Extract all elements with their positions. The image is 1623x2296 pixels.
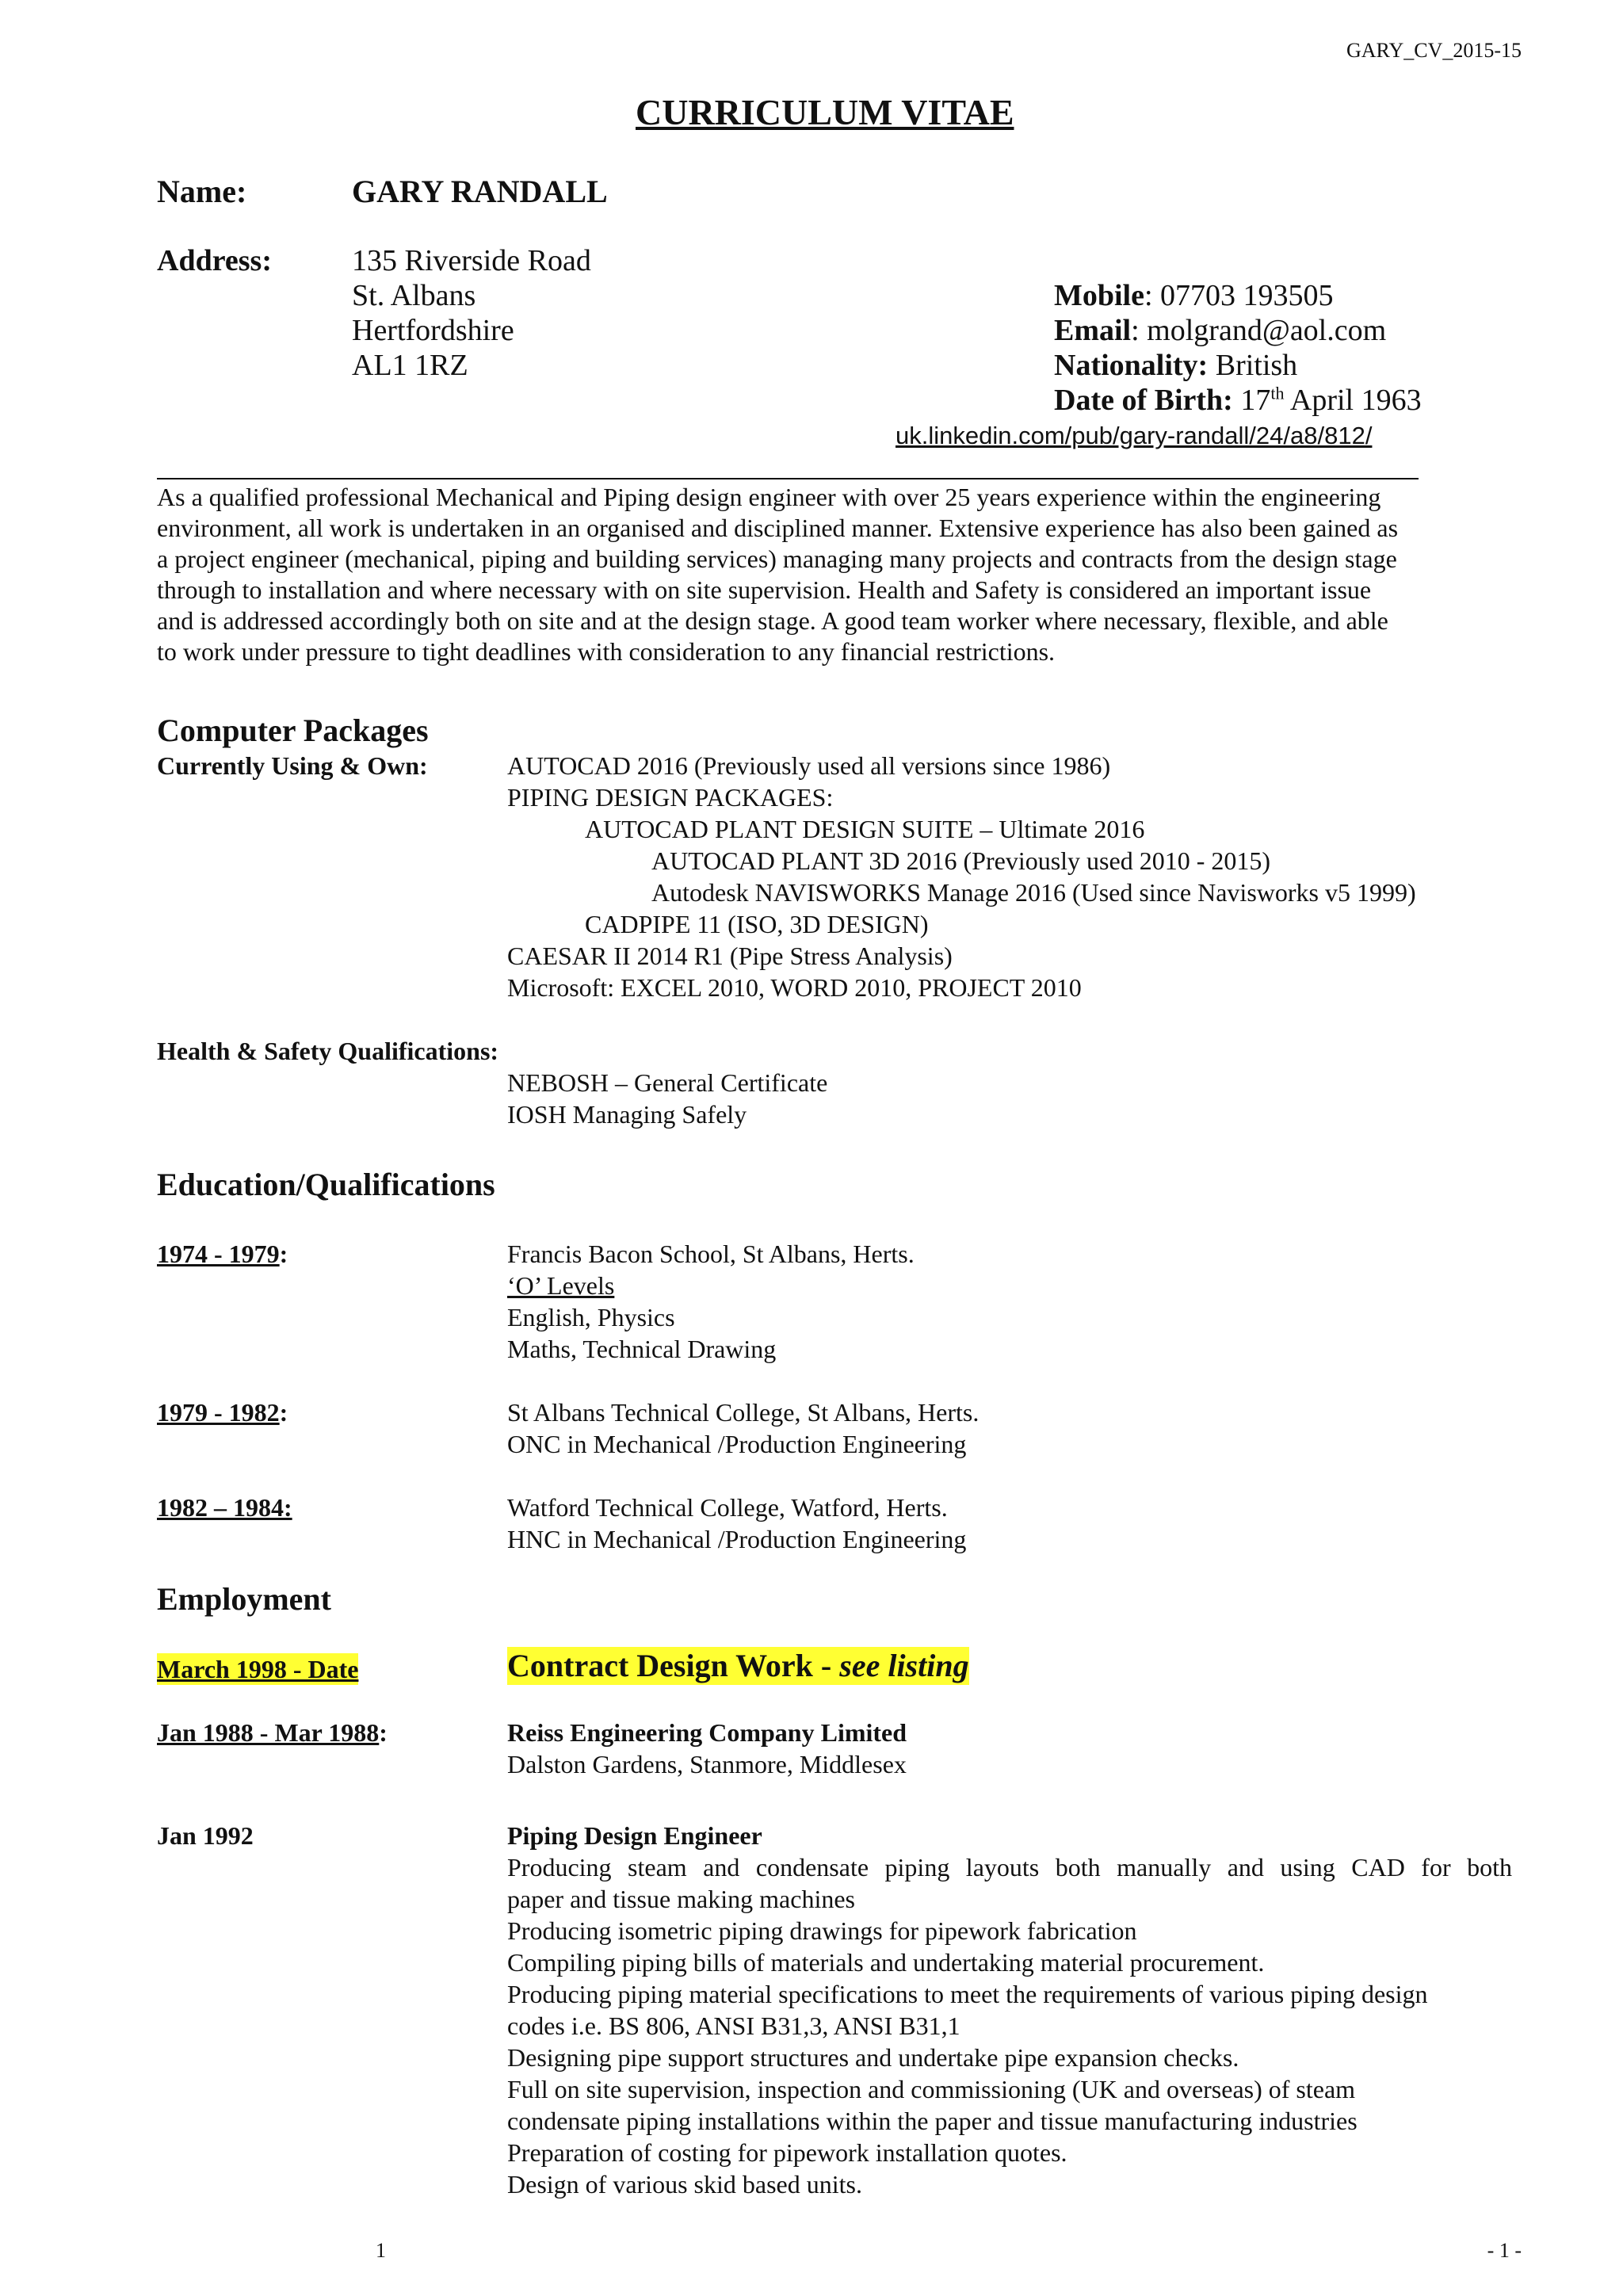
education-line: Francis Bacon School, St Albans, Herts. (507, 1240, 915, 1268)
footer-page-number-right: - 1 - (1487, 2239, 1522, 2262)
years-colon: : (279, 1398, 288, 1427)
package-item: AUTOCAD PLANT 3D 2016 (Previously used 2010 - 2015) (651, 846, 1271, 875)
role-title: Piping Design Engineer (507, 1821, 762, 1850)
role-duties (507, 1851, 1512, 2200)
dob-day: 17 (1232, 384, 1271, 417)
summary-line: As a qualified professional Mechanical and Piping design engineer with over 25 years experience within the engineering (157, 483, 1381, 511)
email-value[interactable]: : molgrand@aol.com (1131, 314, 1387, 347)
duty-line: Producing isometric piping drawings for pipework fabrication (507, 1916, 1137, 1945)
education-years (157, 1396, 288, 1428)
dob-line (1054, 383, 1422, 418)
reiss-dates-colon: : (379, 1718, 388, 1747)
address-block (352, 243, 591, 383)
package-item: AUTOCAD 2016 (Previously used all versions since 1986) (507, 751, 1111, 780)
email-label: Email (1054, 314, 1132, 347)
duty-line: codes i.e. BS 806, ANSI B31,3, ANSI B31,1 (507, 2011, 960, 2040)
duty-line: Producing piping material specifications to meet the requirements of various piping design (507, 1980, 1428, 2008)
summary-line: through to installation and where necessary with on site supervision. Health and Safety is considered an important issue (157, 575, 1372, 604)
company-name: Reiss Engineering Company Limited (507, 1718, 907, 1747)
summary-line: and is addressed accordingly both on site and at the design stage. A good team worker where necessary, flexible, and able (157, 606, 1388, 635)
name-label: Name: (157, 174, 247, 209)
hs-item: IOSH Managing Safely (507, 1100, 747, 1129)
document-reference: GARY_CV_2015-15 (1346, 39, 1522, 62)
duty-line: condensate piping installations within the paper and tissue manufacturing industries (507, 2107, 1358, 2135)
education-years (157, 1492, 292, 1523)
address-line: AL1 1RZ (352, 349, 468, 382)
health-safety-label: Health & Safety Qualifications: (157, 1037, 499, 1065)
role-date: Jan 1992 (157, 1821, 254, 1850)
current-role-title-text: Contract Design Work - (507, 1648, 840, 1683)
package-item: PIPING DESIGN PACKAGES: (507, 783, 834, 812)
years-text: 1982 – 1984: (157, 1493, 292, 1522)
address-line: Hertfordshire (352, 314, 514, 347)
education-line: English, Physics (507, 1303, 675, 1331)
page-title: CURRICULUM VITAE (636, 92, 1014, 132)
duty-line: Designing pipe support structures and undertake pipe expansion checks. (507, 2043, 1239, 2072)
divider-line (157, 478, 1419, 479)
current-role-dates: March 1998 - Date (157, 1655, 359, 1683)
package-item: Microsoft: EXCEL 2010, WORD 2010, PROJECT 2010 (507, 973, 1082, 1002)
address-line: St. Albans (352, 279, 476, 312)
education-heading: Education/Qualifications (157, 1167, 495, 1202)
footer-page-number-left: 1 (376, 2239, 386, 2262)
employment-heading: Employment (157, 1581, 331, 1617)
package-item: AUTOCAD PLANT DESIGN SUITE – Ultimate 2016 (585, 815, 1145, 843)
nationality-value: British (1208, 349, 1298, 382)
summary-line: environment, all work is undertaken in an organised and disciplined manner. Extensive experience has also been gained as (157, 514, 1399, 542)
education-line: St Albans Technical College, St Albans, Herts. (507, 1398, 980, 1427)
education-years (157, 1238, 288, 1270)
duty-line: paper and tissue making machines (507, 1885, 855, 1913)
reiss-dates-text: Jan 1988 - Mar 1988 (157, 1718, 380, 1747)
duty-line: Design of various skid based units. (507, 2170, 862, 2199)
duty-line: Full on site supervision, inspection and commissioning (UK and overseas) of steam (507, 2075, 1356, 2103)
package-item: Autodesk NAVISWORKS Manage 2016 (Used since Navisworks v5 1999) (651, 878, 1416, 907)
mobile-line (1054, 278, 1334, 313)
nationality-line (1054, 348, 1297, 383)
education-line: Watford Technical College, Watford, Herts. (507, 1493, 948, 1522)
years-colon: : (279, 1240, 288, 1268)
nationality-label: Nationality: (1054, 349, 1209, 382)
computer-packages-heading: Computer Packages (157, 712, 429, 748)
duty-line: Preparation of costing for pipework installation quotes. (507, 2138, 1067, 2167)
years-text: 1979 - 1982 (157, 1398, 280, 1427)
linkedin-link[interactable]: uk.linkedin.com/pub/gary-randall/24/a8/812/ (896, 422, 1373, 449)
years-text: 1974 - 1979 (157, 1240, 280, 1268)
summary-line: to work under pressure to tight deadlines with consideration to any financial restrictions. (157, 637, 1056, 666)
education-line: HNC in Mechanical /Production Engineering (507, 1525, 967, 1553)
duty-line: Compiling piping bills of materials and undertaking material procurement. (507, 1948, 1265, 1977)
currently-using-label: Currently Using & Own: (157, 751, 428, 780)
profile-summary (157, 482, 1504, 667)
dob-rest: April 1963 (1284, 384, 1422, 417)
package-item: CAESAR II 2014 R1 (Pipe Stress Analysis) (507, 942, 953, 970)
company-address: Dalston Gardens, Stanmore, Middlesex (507, 1750, 907, 1778)
education-line: ‘O’ Levels (507, 1271, 615, 1300)
duty-line: Producing steam and condensate piping layouts both manually and using CAD for both (507, 1853, 1512, 1881)
dob-label: Date of Birth: (1054, 384, 1233, 417)
email-line (1054, 313, 1386, 348)
reiss-dates (157, 1717, 388, 1748)
education-line: Maths, Technical Drawing (507, 1335, 777, 1363)
education-line: ONC in Mechanical /Production Engineering (507, 1430, 967, 1458)
address-line: 135 Riverside Road (352, 244, 591, 277)
package-item: CADPIPE 11 (ISO, 3D DESIGN) (585, 910, 929, 938)
summary-line: a project engineer (mechanical, piping and building services) managing many projects and contracts from the design stage (157, 544, 1397, 573)
mobile-value: : 07703 193505 (1144, 279, 1334, 312)
current-role-title (507, 1647, 969, 1685)
address-label: Address: (157, 244, 272, 277)
name-value: GARY RANDALL (352, 174, 608, 209)
dob-suffix: th (1270, 383, 1285, 403)
mobile-label: Mobile (1054, 279, 1144, 312)
see-listing-note: see listing (839, 1648, 969, 1683)
hs-item: NEBOSH – General Certificate (507, 1068, 828, 1097)
